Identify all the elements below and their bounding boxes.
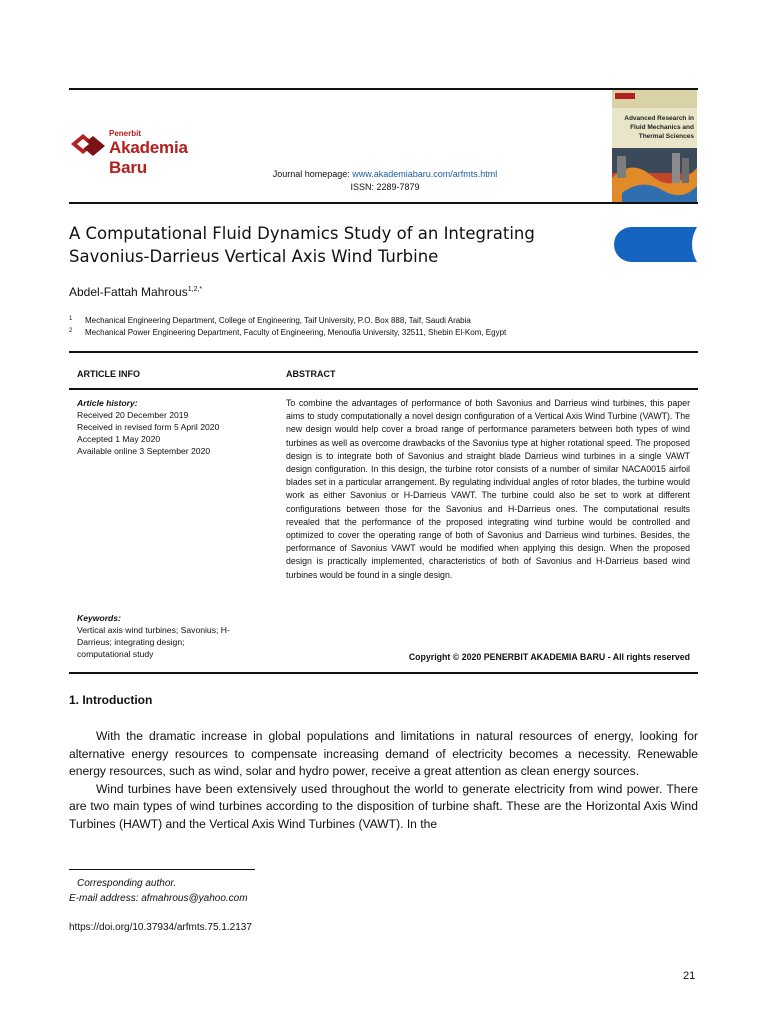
info-box-bottom-rule: [69, 672, 698, 674]
page-number: 21: [683, 970, 696, 982]
history-received: Received 20 December 2019: [77, 410, 189, 420]
section-heading-introduction: 1. Introduction: [69, 693, 153, 707]
keywords-block: [77, 612, 282, 660]
article-history-label: Article history:: [77, 398, 138, 408]
affiliation-number: 2: [69, 328, 73, 334]
affiliation-text: Mechanical Engineering Department, College of Engineering, Taif University, P.O. Box 888, Taif, Saudi Arabia: [85, 316, 471, 325]
corresponding-author-note: Corresponding author.: [77, 878, 177, 889]
publisher-logo: [69, 126, 219, 177]
akademia-baru-logo-icon: [69, 130, 107, 160]
article-info-heading: ARTICLE INFO: [77, 369, 140, 379]
paper-title-line-1: A Computational Fluid Dynamics Study of an Integrating: [69, 224, 535, 243]
keywords-line: Vertical axis wind turbines; Savonius; H-: [77, 625, 230, 635]
intro-paragraph: Wind turbines have been extensively used throughout the world to generate electricity from wind power. There are two main types of wind turbines according to the disposition of turbine shaft. These are the Horizontal Axis Wind Turbines (HAWT) and the Vertical Axis Wind Turbines (VAWT). In the: [69, 781, 698, 831]
history-revised: Received in revised form 5 April 2020: [77, 422, 220, 432]
info-box-header-rule: [69, 388, 698, 390]
keywords-line: Darrieus; integrating design;: [77, 637, 185, 647]
author-line: [69, 285, 202, 299]
doi-link[interactable]: https://doi.org/10.37934/arfmts.75.1.2137: [69, 922, 252, 933]
affiliation-number: 1: [69, 316, 73, 322]
cover-title: Advanced Research in Fluid Mechanics and Thermal Sciences: [624, 115, 694, 140]
journal-cover-image: [612, 90, 697, 203]
affiliation-item: [69, 316, 471, 325]
journal-homepage-label: Journal homepage:: [272, 169, 353, 179]
cover-flow-image-icon: [612, 148, 697, 203]
logo-small-text: Penerbit: [109, 129, 142, 138]
affiliation-text: Mechanical Power Engineering Department, Faculty of Engineering, Menoufia University, 32511, Shebin El-Kom, Egypt: [85, 328, 507, 337]
header-top-rule: [69, 88, 698, 90]
journal-homepage-link[interactable]: www.akademiabaru.com/arfmts.html: [352, 169, 498, 179]
header-bottom-rule: [69, 202, 698, 204]
abstract-heading: ABSTRACT: [286, 369, 336, 379]
history-accepted: Accepted 1 May 2020: [77, 434, 161, 444]
article-history: [77, 397, 277, 457]
history-online: Available online 3 September 2020: [77, 446, 211, 456]
issn-text: ISSN: 2289-7879: [350, 182, 420, 192]
affiliation-item: [69, 328, 506, 337]
keywords-line: computational study: [77, 649, 154, 659]
logo-big-text: Akademia Baru: [109, 138, 188, 177]
journal-homepage-line: [220, 169, 550, 179]
corresponding-email: E-mail address: afmahrous@yahoo.com: [69, 893, 248, 904]
keywords-label: Keywords:: [77, 613, 121, 623]
paper-title: [69, 222, 589, 268]
author-name: Abdel-Fattah Mahrous: [69, 285, 188, 299]
copyright-notice: Copyright © 2020 PENERBIT AKADEMIA BARU - All rights reserved: [408, 652, 690, 662]
intro-paragraph: With the dramatic increase in global populations and limitations in natural resources of energy, looking for alternative energy resources to compensate increasing demand of electricity becomes a necessity. Renewable energy resources, such as wind, solar and hydro power, receive a great attention as clean energy sources.: [69, 729, 698, 778]
intro-body: [69, 728, 698, 833]
abstract-text: To combine the advantages of performance of both Savonius and Darrieus wind turbines, this paper aims to study computationally a novel design configuration of a Vertical Axis Wind Turbine (VAWT). The new design would help cover a broad range of performance parameters between both types of wind turbines as well as overcome drawbacks of the Savonius type at higher rotational speed. The proposed design is to integrate both of Savonius and straight blade Darrieus wind turbines in a single VAWT design configuration. In this design, the turbine rotor consists of a number of similar NACA0015 airfoil blades set in a particular arrangement. By regulating individual angles of rotor blades, the turbine would work as either Savonius or H-Darrieus VAWT. The turbine could also be set to work at different configurations between those for the Savonius and H-Darrieus ones. The computational results revealed that the performance of the proposed integrating wind turbine would be controlled and optimized to cover the operating range of both of Savonius and Darrieus wind turbines. Besides, the performance of Savonius VAWT would be modified when applying this design. When the proposed design is practically implemented, characteristics of both of Savonius and H-Darrieus based wind turbines would be found in a single design.: [286, 398, 690, 580]
info-box-top-rule: [69, 351, 698, 353]
paper-title-line-2: Savonius-Darrieus Vertical Axis Wind Turbine: [69, 247, 439, 266]
footnote-rule: [69, 869, 255, 870]
author-affiliation-sup: 1,2,*: [187, 286, 203, 293]
crossmark-badge-icon[interactable]: [614, 227, 697, 262]
